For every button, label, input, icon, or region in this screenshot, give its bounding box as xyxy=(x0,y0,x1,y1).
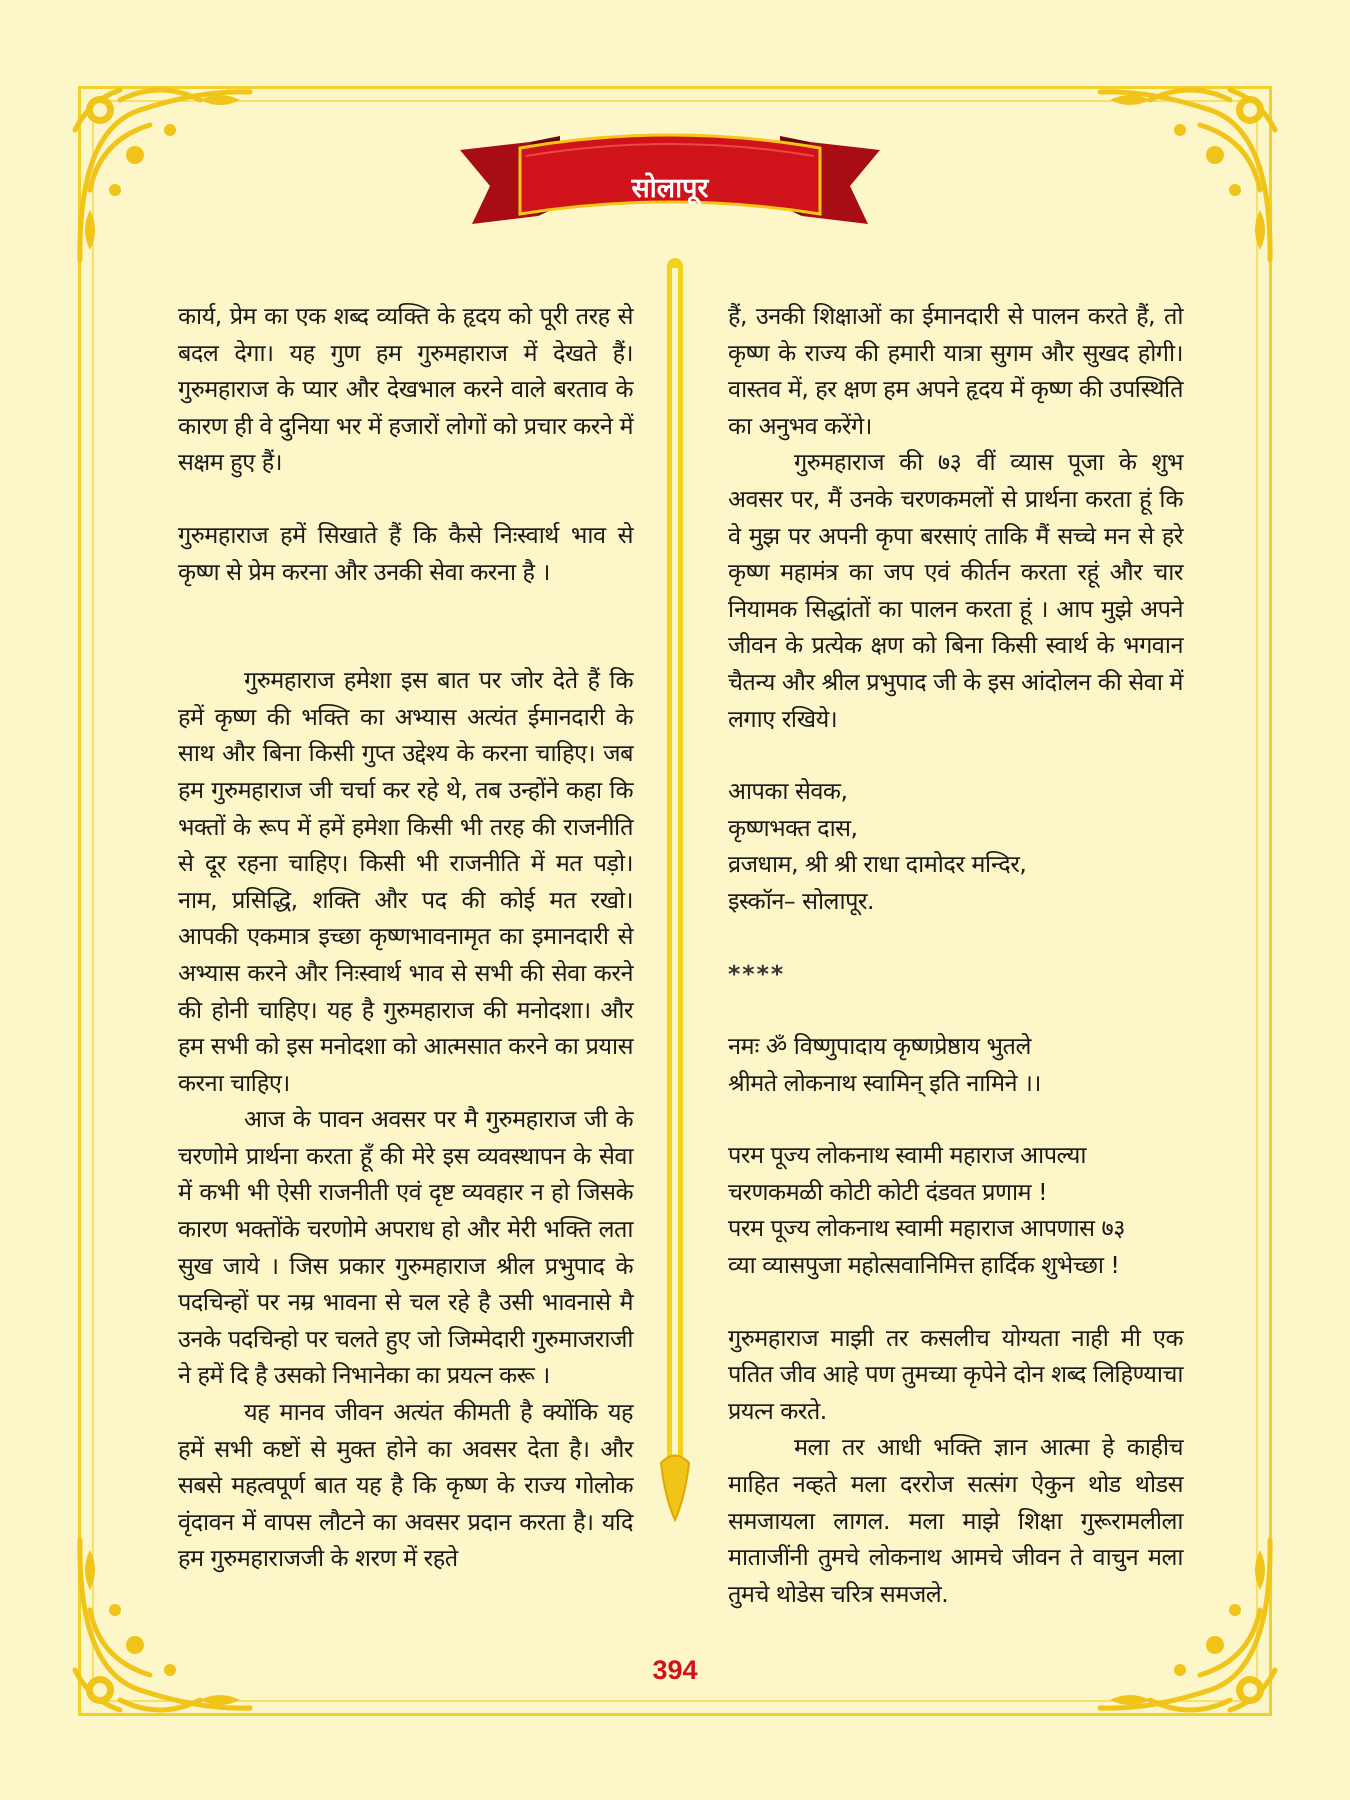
page-number: 394 xyxy=(652,1655,698,1685)
signature-line: व्रजधाम, श्री श्री राधा दामोदर मन्दिर, xyxy=(728,850,1027,879)
mantra-line: नमः ॐ विष्णुपादाय कृष्णप्रेष्ठाय भुतले xyxy=(728,1032,1031,1061)
corner-ornament-icon xyxy=(60,70,260,270)
banner-title: सोलापूर xyxy=(631,173,709,204)
greeting-line: परम पूज्य लोकनाथ स्वामी महाराज आपल्या xyxy=(728,1141,1087,1170)
title-ribbon xyxy=(460,128,880,238)
greeting-line: परम पूज्य लोकनाथ स्वामी महाराज आपणास ७३ xyxy=(728,1214,1125,1243)
mantra-line: श्रीमते लोकनाथ स्वामिन् इति नामिने ।। xyxy=(728,1068,1041,1097)
paragraph: गुरुमहाराज हमेशा इस बात पर जोर देते हैं कि हमें कृष्ण की भक्ति का अभ्यास अत्यंत ईमानदारी के साथ और बिना किसी गुप्त उद्देश्य के करना चाहिए। जब हम गुरुमहाराज जी चर्चा कर रहे थे, तब उन्होंने कहा कि भक्तों के रूप में हमें हमेशा किसी भी तरह की राजनीति से दूर रहना चाहिए। किसी भी राजनीति में मत पड़ो। नाम, प्रसिद्धि, शक्ति और पद की कोई मत रखो। आपकी एकमात्र इच्छा कृष्णभावनामृत का इमानदारी से अभ्यास करने और निःस्वार्थ भाव से सभी की सेवा करने की होनी चाहिए। यह है गुरुमहाराज की मनोदशा। और हम सभी को इस मनोदशा को आत्मसात करने का प्रयास करना चाहिए। xyxy=(178,666,633,1097)
greeting-line: चरणकमळी कोटी कोटी दंडवत प्रणाम ! xyxy=(728,1177,1047,1206)
paragraph: आज के पावन अवसर पर मै गुरुमहाराज जी के चरणोमे प्रार्थना करता हूँ की मेरे इस व्यवस्थापन के सेवा में कभी भी ऐसी राजनीती एवं दृष्ट व्यवहार न हो जिसके कारण भक्तोंके चरणोमे अपराध हो और मेरी भक्ति लता सुख जाये । जिस प्रकार गुरुमहाराज श्रील प्रभुपाद के पदचिन्हों पर नम्र भावना से चल रहे है उसी भावनासे मै उनके पदचिन्हो पर चलते हुए जो जिम्मेदारी गुरुमाजराजी ने हमें दि है उसको निभानेका का प्रयत्न करू । xyxy=(178,1105,633,1390)
paragraph: यह मानव जीवन अत्यंत कीमती है क्योंकि यह हमें सभी कष्टों से मुक्त होने का अवसर देता है। और सबसे महत्वपूर्ण बात यह है कि कृष्ण के राज्य गोलोक वृंदावन में वापस लौटने का अवसर प्रदान करता है। यदि हम गुरुमहाराजजी के शरण में रहते xyxy=(178,1398,633,1573)
signature-line: इस्कॉन– सोलापूर. xyxy=(728,886,874,915)
paragraph: कार्य, प्रेम का एक शब्द व्यक्ति के हृदय को पूरी तरह से बदल देगा। यह गुण हम गुरुमहाराज में देखते हैं। गुरुमहाराज के प्यार और देखभाल करने वाले बरताव के कारण ही वे दुनिया भर में हजारों लोगों को प्रचार करने में सक्षम हुए हैं। xyxy=(178,302,633,477)
paragraph: मला तर आधी भक्ति ज्ञान आत्मा हे काहीच माहित नव्हते मला दररोज सत्संग ऐकुन थोड थोडस समजायला लागल. मला माझे शिक्षा गुरूरामलीला माताजींनी तुमचे लोकनाथ आमचे जीवन ते वाचुन मला तुमचे थोडेस चरित्र समजले. xyxy=(728,1433,1183,1608)
paragraph: गुरुमहाराज माझी तर कसलीच योग्यता नाही मी एक पतित जीव आहे पण तुमच्या कृपेने दोन शब्द लिहिण्याचा प्रयत्न करते. xyxy=(728,1323,1183,1425)
right-column xyxy=(728,298,1183,1612)
corner-ornament-icon xyxy=(1090,70,1290,270)
paragraph: हैं, उनकी शिक्षाओं का ईमानदारी से पालन करते हैं, तो कृष्ण के राज्य की हमारी यात्रा सुगम और सुखद होगी। वास्तव में, हर क्षण हम अपने हृदय में कृष्ण की उपस्थिति का अनुभव करेंगे। xyxy=(728,302,1183,440)
left-column xyxy=(178,298,633,1577)
paragraph: गुरुमहाराज की ७३ वीं व्यास पूजा के शुभ अवसर पर, मैं उनके चरणकमलों से प्रार्थना करता हूं कि वे मुझ पर अपनी कृपा बरसाएं ताकि मैं सच्चे मन से हरे कृष्ण महामंत्र का जप एवं कीर्तन करता रहूं और चार नियामक सिद्धांतों का पालन करता हूं । आप मुझे अपने जीवन के प्रत्येक क्षण को बिना किसी स्वार्थ के भगवान चैतन्य और श्रील प्रभुपाद जी के इस आंदोलन की सेवा में लगाए रखिये। xyxy=(728,448,1183,733)
signature-line: कृष्णभक्त दास, xyxy=(728,813,858,842)
paragraph: गुरुमहाराज हमें सिखाते हैं कि कैसे निःस्वार्थ भाव से कृष्ण से प्रेम करना और उनकी सेवा करना है । xyxy=(178,520,633,586)
signature-line: आपका सेवक, xyxy=(728,777,848,806)
column-divider xyxy=(655,258,695,1528)
separator-stars: **** xyxy=(728,959,786,988)
greeting-line: व्या व्यासपुजा महोत्सवानिमित्त हार्दिक शुभेच्छा ! xyxy=(728,1251,1120,1280)
